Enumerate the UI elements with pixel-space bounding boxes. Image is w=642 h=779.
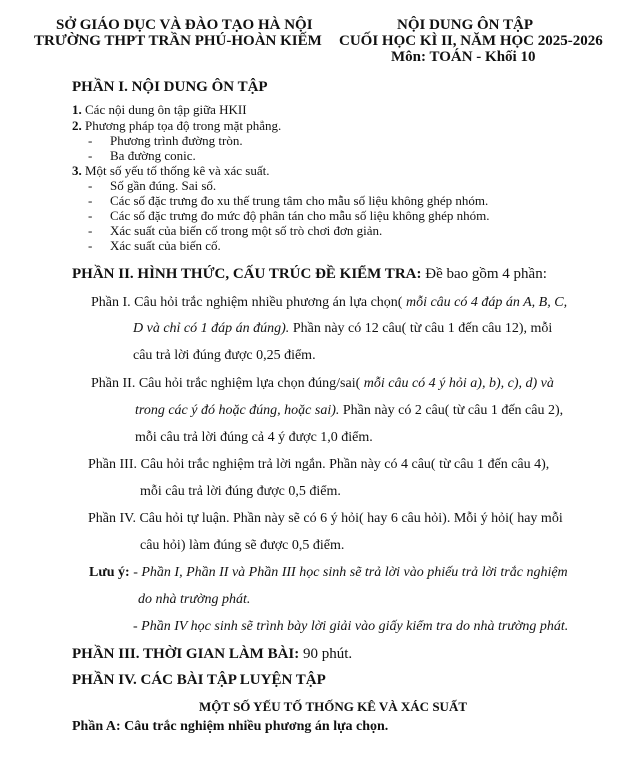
item-number: 1. <box>72 102 82 117</box>
part1-item3-sub: - Xác suất của biến cố trong một số trò chơi đơn giản. <box>88 223 383 238</box>
part2-p2-line2 <box>135 403 563 419</box>
school-name: TRƯỜNG THPT TRẦN PHÚ-HOÀN KIẾM <box>34 33 322 49</box>
part2-p2-line1 <box>91 376 554 392</box>
text-italic: mỗi câu có 4 ý hỏi a), b), c), d) và <box>360 376 554 391</box>
text: Phần này có 12 câu( từ câu 1 đến câu 12), mỗi <box>289 321 553 336</box>
part2-p1-line3: câu trả lời đúng được 0,25 điểm. <box>133 348 316 363</box>
note-line1 <box>89 565 568 581</box>
part2-p1-line2 <box>133 321 552 337</box>
doc-subject: Môn: TOÁN - Khối 10 <box>391 49 536 65</box>
part1-item2-sub: - Ba đường conic. <box>88 148 196 163</box>
part1-item3-sub: - Các số đặc trưng đo xu thế trung tâm cho mẫu số liệu không ghép nhóm. <box>88 193 489 208</box>
sub-text: Xác suất của biến cố trong một số trò chơi đơn giản. <box>110 223 383 238</box>
part1-item2-sub: - Phương trình đường tròn. <box>88 133 243 148</box>
part3-title: PHẦN III. THỜI GIAN LÀM BÀI: <box>72 646 300 662</box>
part2-title: PHẦN II. HÌNH THỨC, CẤU TRÚC ĐỀ KIỂM TRA: <box>72 266 422 282</box>
sub-text: Xác suất của biến cố. <box>110 238 221 253</box>
part3-heading <box>72 646 352 663</box>
text-italic: - Phần I, Phần II và Phần III học sinh sẽ trả lời vào phiếu trả lời trắc nghiệm <box>129 565 568 580</box>
part2-p2-line3: mỗi câu trả lời đúng cả 4 ý được 1,0 điểm. <box>135 430 373 445</box>
part4-title: PHẦN IV. CÁC BÀI TẬP LUYỆN TẬP <box>72 672 326 688</box>
note-line3: - Phần IV học sinh sẽ trình bày lời giải vào giấy kiểm tra do nhà trường phát. <box>133 619 569 634</box>
note-label: Lưu ý: <box>89 565 130 580</box>
doc-term: CUỐI HỌC KÌ II, NĂM HỌC 2025-2026 <box>339 33 603 49</box>
part2-p4-line1: Phần IV. Câu hỏi tự luận. Phần này sẽ có 6 ý hỏi( hay 6 câu hỏi). Mỗi ý hỏi( hay mỗi <box>88 511 563 526</box>
part1-item1 <box>72 102 247 117</box>
text: Phần II. Câu hỏi trắc nghiệm lựa chọn đúng/sai( <box>91 376 361 391</box>
part1-item3 <box>72 163 270 178</box>
part2-p3-line2: mỗi câu trả lời đúng được 0,5 điểm. <box>140 484 341 499</box>
part2-p3-line1: Phần III. Câu hỏi trắc nghiệm trả lời ngắn. Phần này có 4 câu( từ câu 1 đến câu 4), <box>88 457 550 472</box>
text-italic: trong các ý đó hoặc đúng, hoặc sai). <box>135 403 340 418</box>
part1-title: PHẦN I. NỘI DUNG ÔN TẬP <box>72 79 268 95</box>
item-text: Phương pháp tọa độ trong mặt phẳng. <box>85 118 282 133</box>
text-italic: mỗi câu có 4 đáp án A, B, C, <box>402 295 568 310</box>
sub-text: Các số đặc trưng đo xu thế trung tâm cho mẫu số liệu không ghép nhóm. <box>110 193 489 208</box>
item-text: Một số yếu tố thống kê và xác suất. <box>85 163 270 178</box>
text: Phần này có 2 câu( từ câu 1 đến câu 2), <box>339 403 564 418</box>
sub-text: Số gần đúng. Sai số. <box>110 178 217 193</box>
part1-item2 <box>72 118 281 133</box>
part1-item3-sub: - Các số đặc trưng đo mức độ phân tán cho mẫu số liệu không ghép nhóm. <box>88 208 490 223</box>
note-line2: do nhà trường phát. <box>138 592 251 607</box>
text: Phần I. Câu hỏi trắc nghiệm nhiều phương án lựa chọn( <box>91 295 403 310</box>
part2-title-rest: Đề bao gồm 4 phần: <box>421 266 547 282</box>
partA-heading: Phần A: Câu trắc nghiệm nhiều phương án lựa chọn. <box>72 719 389 734</box>
item-number: 2. <box>72 118 82 133</box>
sub-text: Các số đặc trưng đo mức độ phân tán cho mẫu số liệu không ghép nhóm. <box>110 208 490 223</box>
doc-title: NỘI DUNG ÔN TẬP <box>397 17 533 33</box>
part1-item3-sub: - Xác suất của biến cố. <box>88 238 221 253</box>
sub-text: Phương trình đường tròn. <box>110 133 243 148</box>
item-text: Các nội dung ôn tập giữa HKII <box>85 102 247 117</box>
part2-heading <box>72 266 547 283</box>
school-department: SỞ GIÁO DỤC VÀ ĐÀO TẠO HÀ NỘI <box>56 17 313 33</box>
section-subtitle: MỘT SỐ YẾU TỐ THỐNG KÊ VÀ XÁC SUẤT <box>199 699 467 714</box>
part2-p1-line1 <box>91 295 567 311</box>
part1-item3-sub: - Số gần đúng. Sai số. <box>88 178 217 193</box>
part2-p4-line2: câu hỏi) làm đúng sẽ được 0,5 điểm. <box>140 538 345 553</box>
part3-value: 90 phút. <box>299 646 353 662</box>
text-italic: D và chỉ có 1 đáp án đúng). <box>133 321 290 336</box>
sub-text: Ba đường conic. <box>110 148 196 163</box>
item-number: 3. <box>72 163 82 178</box>
